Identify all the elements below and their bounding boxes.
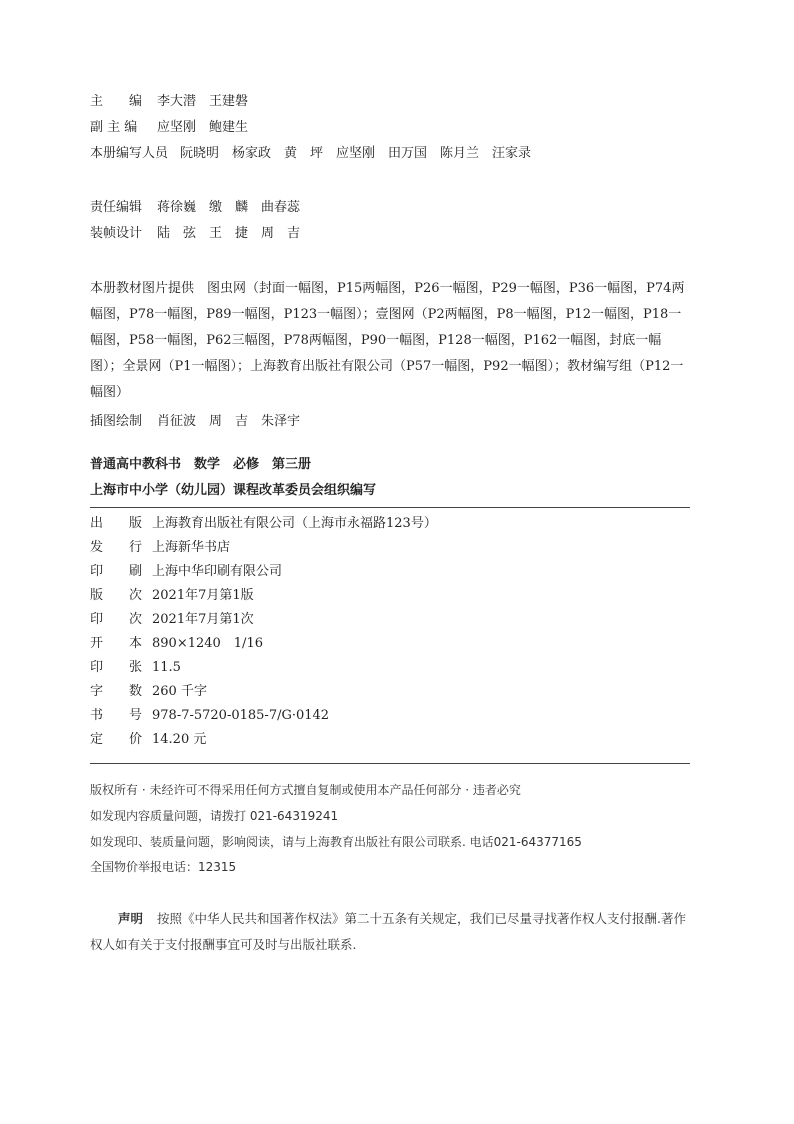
responsible-editor-label: 责任编辑 <box>90 200 143 215</box>
pub-value: 260 千字 <box>152 684 207 699</box>
pub-key: 印 刷 <box>90 564 143 579</box>
pub-row <box>90 514 437 534</box>
declaration <box>90 906 690 958</box>
pub-value: 890×1240 1/16 <box>152 636 263 651</box>
chief-editor-line <box>90 92 248 112</box>
writers-value: 阮晓明 杨家政 黄 坪 应坚刚 田万国 陈月兰 汪家录 <box>180 146 532 161</box>
book-title: 普通高中教科书 数学 必修 第三册 <box>90 457 312 472</box>
chief-editor-label: 主 编 <box>90 94 143 109</box>
pub-value: 上海教育出版社有限公司（上海市永福路123号） <box>152 516 437 531</box>
bottom-divider <box>90 763 690 764</box>
pub-value: 上海中华印刷有限公司 <box>152 564 283 579</box>
chief-editor-value: 李大潜 王建磐 <box>157 94 249 109</box>
binding-design-line <box>90 224 300 244</box>
notice-copyright: 版权所有 · 未经许可不得采用任何方式擅自复制或使用本产品任何部分 · 违者必究 <box>90 783 521 797</box>
pub-key: 开 本 <box>90 636 143 651</box>
pub-row <box>90 538 230 558</box>
pub-key: 字 数 <box>90 684 143 699</box>
pub-value: 上海新华书店 <box>152 540 231 555</box>
pub-row <box>90 682 207 702</box>
illustration-line <box>90 412 300 432</box>
declaration-label: 声明 <box>118 911 144 926</box>
deputy-editor-label: 副 主 编 <box>90 120 138 135</box>
pub-key: 印 张 <box>90 660 143 675</box>
pub-row <box>90 706 329 726</box>
pub-key: 定 价 <box>90 732 143 747</box>
writers-label: 本册编写人员 <box>90 146 169 161</box>
pub-value: 11.5 <box>152 660 181 675</box>
deputy-editor-value: 应坚刚 鲍建生 <box>157 120 249 135</box>
pub-value: 2021年7月第1次 <box>152 612 254 627</box>
responsible-editor-line <box>90 198 300 218</box>
pub-row <box>90 610 254 630</box>
writers-line <box>90 144 531 164</box>
pub-row <box>90 586 254 606</box>
pub-key: 出 版 <box>90 516 143 531</box>
pub-key: 发 行 <box>90 540 143 555</box>
pub-value: 978-7-5720-0185-7/G·0142 <box>152 708 330 723</box>
notice-content-quality: 如发现内容质量问题，请拨打 021-64319241 <box>90 809 339 823</box>
pub-key: 印 次 <box>90 612 143 627</box>
notice-print-quality: 如发现印、装质量问题，影响阅读，请与上海教育出版社有限公司联系. 电话021-64377165 <box>90 835 582 849</box>
pub-key: 版 次 <box>90 588 143 603</box>
responsible-editor-value: 蒋徐巍 缴 麟 曲春蕊 <box>157 200 301 215</box>
pub-key: 书 号 <box>90 708 143 723</box>
image-credits: 本册教材图片提供 图虫网（封面一幅图，P15两幅图，P26一幅图，P29一幅图，P36一幅图，P74两幅图，P78一幅图，P89一幅图，P123一幅图）；壹图网（P2两幅图，P8一幅图，P12一幅图，P18一幅图，P58一幅图，P62三幅图，P78两幅图，P90一幅图，P128一幅图，P162一幅图，封底一幅图）；全景网（P1一幅图）；上海教育出版社有限公司（P57一幅图，P92一幅图）；教材编写组（P12一幅图） <box>90 281 685 400</box>
notice-price-report: 全国物价举报电话：12315 <box>90 860 237 874</box>
illustration-value: 肖征波 周 吉 朱泽宇 <box>157 414 301 429</box>
compiler: 上海市中小学（幼儿园）课程改革委员会组织编写 <box>90 483 377 498</box>
illustration-label: 插图绘制 <box>90 414 143 429</box>
top-divider <box>90 507 690 508</box>
pub-row <box>90 730 206 750</box>
pub-row <box>90 562 282 582</box>
deputy-editor-line <box>90 118 248 138</box>
binding-design-label: 装帧设计 <box>90 226 143 241</box>
pub-row <box>90 658 181 678</box>
pub-value: 14.20 元 <box>152 732 207 747</box>
pub-value: 2021年7月第1版 <box>152 588 254 603</box>
declaration-text: 按照《中华人民共和国著作权法》第二十五条有关规定，我们已尽量寻找著作权人支付报酬.著作权人如有关于支付报酬事宜可及时与出版社联系. <box>90 911 686 952</box>
pub-row <box>90 634 263 654</box>
binding-design-value: 陆 弦 王 捷 周 吉 <box>157 226 301 241</box>
